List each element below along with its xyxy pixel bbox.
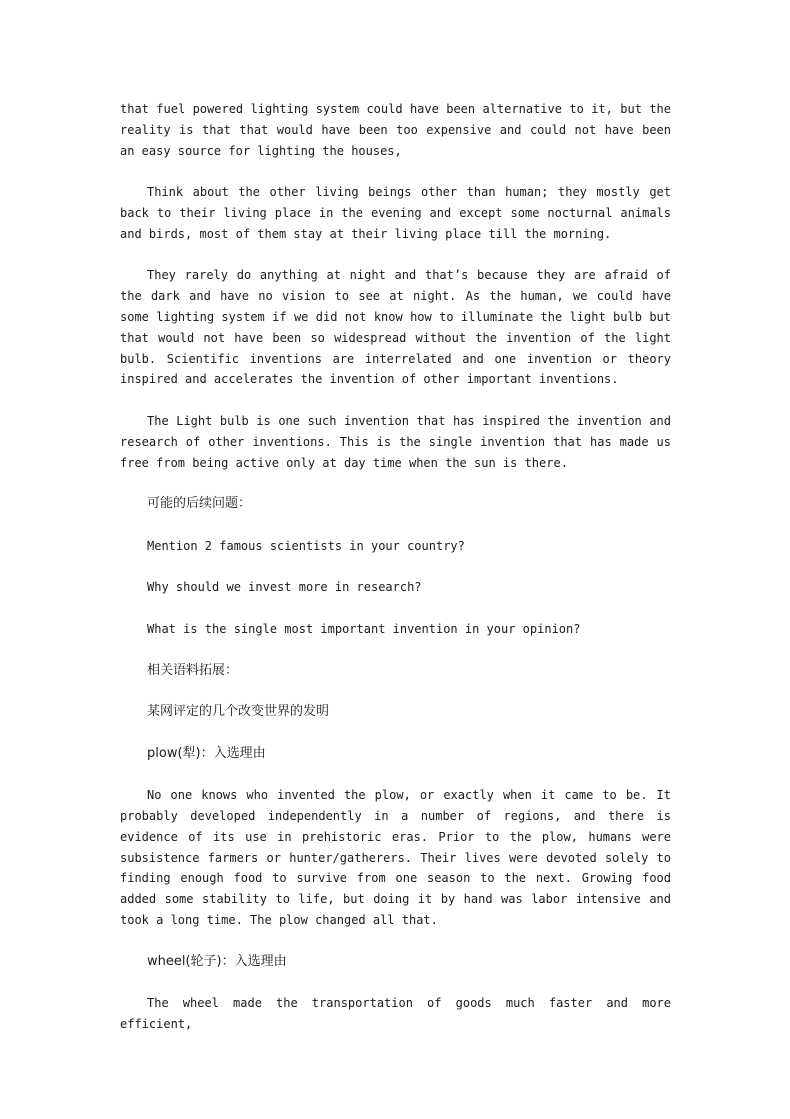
- wheel-paragraph: The wheel made the transportation of goods much faster and more efficient,: [120, 996, 671, 1032]
- paragraph-lighting-cost: that fuel powered lighting system could have been alternative to it, but the reality is that that would have been too expensive and could not have been an easy source for lighting the houses,: [120, 102, 671, 158]
- question-important-invention: What is the single most important invention in your opinion?: [147, 621, 581, 636]
- plow-paragraph: No one knows who invented the plow, or exactly when it came to be. It probably developed independently in a number of regions, and there is evidence of its use in prehistoric eras. Prior to the plow, humans were subsistence farmers or hunter/gatherers. Their lives were devoted solely to finding enough food to survive from one season to the next. Growing food added some stability to life, but doing it by hand was labor intensive and took a long time. The plow changed all that.: [120, 788, 671, 928]
- paragraph-night-vision: They rarely do anything at night and that’s because they are afraid of the dark and have no vision to see at night. As the human, we could have some lighting system if we did not know how to illuminate the light bulb but that would not have been so widespread without the invention of the light bulb. Scientific inventions are interrelated and one invention or theory inspired and accelerates the invention of other important inventions.: [120, 268, 671, 387]
- inventions-list-title: 某网评定的几个改变世界的发明: [147, 704, 330, 720]
- plow-heading: plow(犁)：入选理由: [147, 745, 266, 761]
- paragraph-living-beings: Think about the other living beings other than human; they mostly get back to their living place in the evening and except some nocturnal animals and birds, most of them stay at their living place till the morning.: [120, 185, 671, 241]
- followup-heading: 可能的后续问题：: [147, 496, 252, 512]
- paragraph-light-bulb-inspiration: The Light bulb is one such invention that has inspired the invention and research of other inventions. This is the single invention that has made us free from being active only at day time when the sun is there.: [120, 413, 671, 470]
- question-scientists: Mention 2 famous scientists in your country?: [147, 538, 465, 553]
- extension-heading: 相关语料拓展：: [147, 662, 239, 678]
- document-body: [120, 99, 671, 1035]
- question-research-investment: Why should we invest more in research?: [147, 580, 422, 595]
- wheel-heading: wheel(轮子)：入选理由: [147, 953, 287, 969]
